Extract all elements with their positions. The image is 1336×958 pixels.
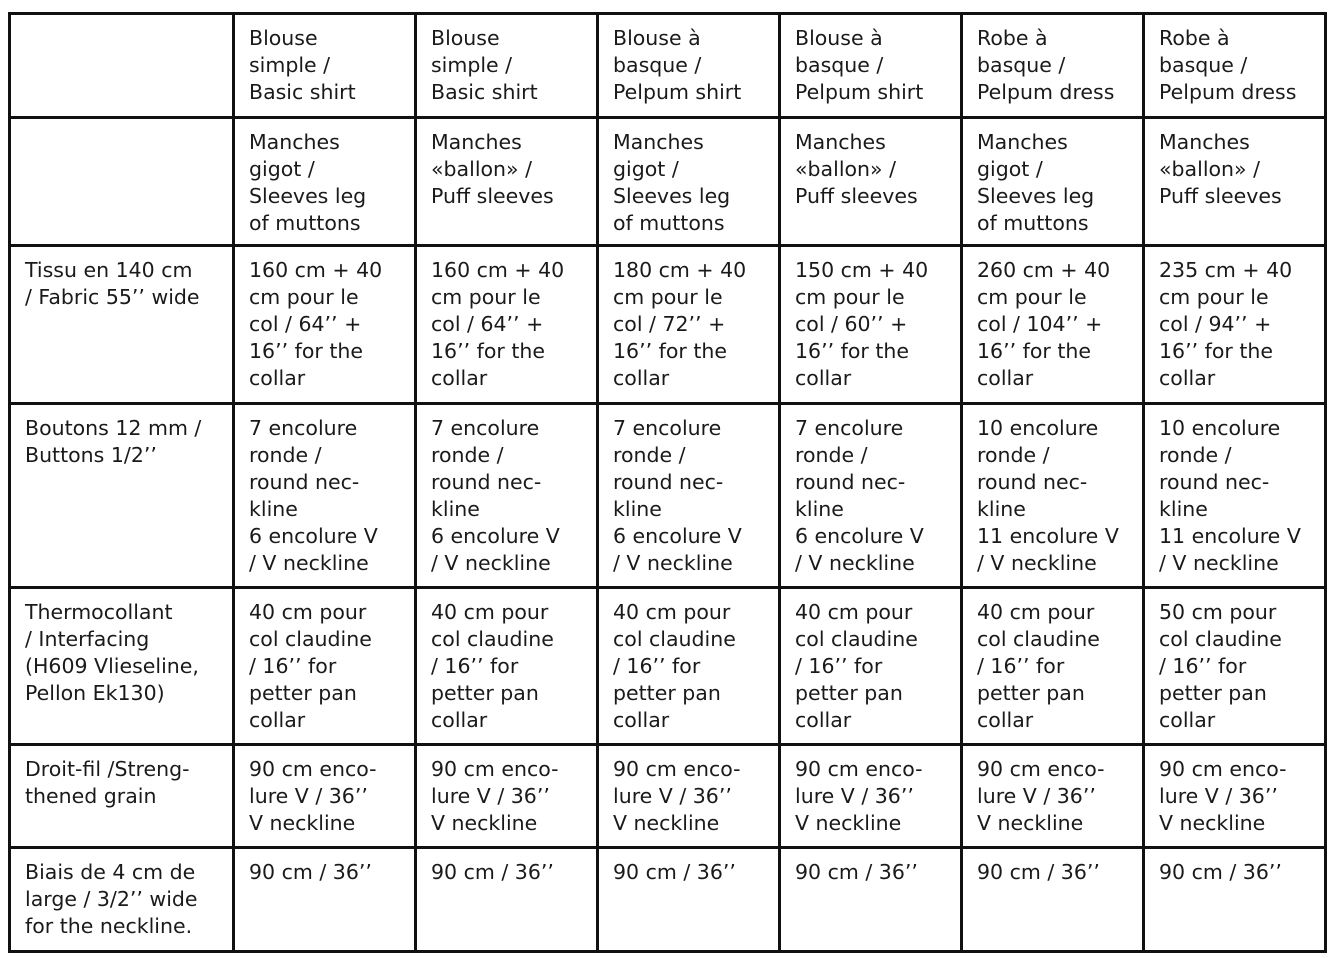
table-cell: 7 encolure ronde / round nec- kline 6 encolure V / V neckline	[598, 404, 780, 588]
table-cell: 7 encolure ronde / round nec- kline 6 encolure V / V neckline	[780, 404, 962, 588]
header-sleeve-cell: Manches «ballon» / Puff sleeves	[780, 118, 962, 246]
table-cell: 40 cm pour col claudine / 16’’ for petter pan collar	[234, 588, 416, 745]
table-cell: 90 cm / 36’’	[234, 848, 416, 952]
table-cell: 260 cm + 40 cm pour le col / 104’’ + 16’’ for the collar	[962, 246, 1144, 404]
corner-cell	[10, 118, 234, 246]
table-cell: 40 cm pour col claudine / 16’’ for petter pan collar	[962, 588, 1144, 745]
header-row-models	[10, 14, 1326, 118]
table-cell: 10 encolure ronde / round nec- kline 11 encolure V / V neckline	[1144, 404, 1326, 588]
header-model-cell: Robe à basque / Pelpum dress	[962, 14, 1144, 118]
header-row-sleeves	[10, 118, 1326, 246]
table-cell: 90 cm / 36’’	[598, 848, 780, 952]
row-label: Thermocollant / Interfacing (H609 Vlieseline, Pellon Ek130)	[10, 588, 234, 745]
table-cell: 40 cm pour col claudine / 16’’ for petter pan collar	[780, 588, 962, 745]
corner-cell	[10, 14, 234, 118]
table-cell: 90 cm / 36’’	[416, 848, 598, 952]
row-label: Droit-fil /Streng- thened grain	[10, 745, 234, 848]
table-cell: 50 cm pour col claudine / 16’’ for petter pan collar	[1144, 588, 1326, 745]
header-sleeve-cell: Manches «ballon» / Puff sleeves	[1144, 118, 1326, 246]
row-label: Tissu en 140 cm / Fabric 55’’ wide	[10, 246, 234, 404]
table-row-fabric	[10, 246, 1326, 404]
requirements-table	[8, 12, 1327, 953]
row-label: Biais de 4 cm de large / 3/2’’ wide for the neckline.	[10, 848, 234, 952]
table-cell: 90 cm enco- lure V / 36’’ V neckline	[598, 745, 780, 848]
row-label: Boutons 12 mm / Buttons 1/2’’	[10, 404, 234, 588]
table-cell: 90 cm enco- lure V / 36’’ V neckline	[780, 745, 962, 848]
table-cell: 10 encolure ronde / round nec- kline 11 encolure V / V neckline	[962, 404, 1144, 588]
header-model-cell: Blouse simple / Basic shirt	[234, 14, 416, 118]
table-cell: 7 encolure ronde / round nec- kline 6 encolure V / V neckline	[416, 404, 598, 588]
header-model-cell: Blouse simple / Basic shirt	[416, 14, 598, 118]
table-cell: 7 encolure ronde / round nec- kline 6 encolure V / V neckline	[234, 404, 416, 588]
table-cell: 40 cm pour col claudine / 16’’ for petter pan collar	[598, 588, 780, 745]
header-model-cell: Robe à basque / Pelpum dress	[1144, 14, 1326, 118]
table-cell: 235 cm + 40 cm pour le col / 94’’ + 16’’ for the collar	[1144, 246, 1326, 404]
header-model-cell: Blouse à basque / Pelpum shirt	[780, 14, 962, 118]
table-cell: 150 cm + 40 cm pour le col / 60’’ + 16’’ for the collar	[780, 246, 962, 404]
table-cell: 90 cm enco- lure V / 36’’ V neckline	[962, 745, 1144, 848]
table-cell: 90 cm / 36’’	[1144, 848, 1326, 952]
table-cell: 90 cm enco- lure V / 36’’ V neckline	[1144, 745, 1326, 848]
header-sleeve-cell: Manches gigot / Sleeves leg of muttons	[598, 118, 780, 246]
table-cell: 160 cm + 40 cm pour le col / 64’’ + 16’’ for the collar	[234, 246, 416, 404]
header-sleeve-cell: Manches gigot / Sleeves leg of muttons	[234, 118, 416, 246]
table-cell: 40 cm pour col claudine / 16’’ for petter pan collar	[416, 588, 598, 745]
table-cell: 90 cm enco- lure V / 36’’ V neckline	[416, 745, 598, 848]
table-cell: 90 cm / 36’’	[780, 848, 962, 952]
table-cell: 180 cm + 40 cm pour le col / 72’’ + 16’’ for the collar	[598, 246, 780, 404]
table-row-interfacing	[10, 588, 1326, 745]
table-row-grain	[10, 745, 1326, 848]
table-cell: 90 cm enco- lure V / 36’’ V neckline	[234, 745, 416, 848]
table-cell: 90 cm / 36’’	[962, 848, 1144, 952]
table-cell: 160 cm + 40 cm pour le col / 64’’ + 16’’ for the collar	[416, 246, 598, 404]
header-model-cell: Blouse à basque / Pelpum shirt	[598, 14, 780, 118]
table-row-bias	[10, 848, 1326, 952]
header-sleeve-cell: Manches «ballon» / Puff sleeves	[416, 118, 598, 246]
header-sleeve-cell: Manches gigot / Sleeves leg of muttons	[962, 118, 1144, 246]
table-row-buttons	[10, 404, 1326, 588]
